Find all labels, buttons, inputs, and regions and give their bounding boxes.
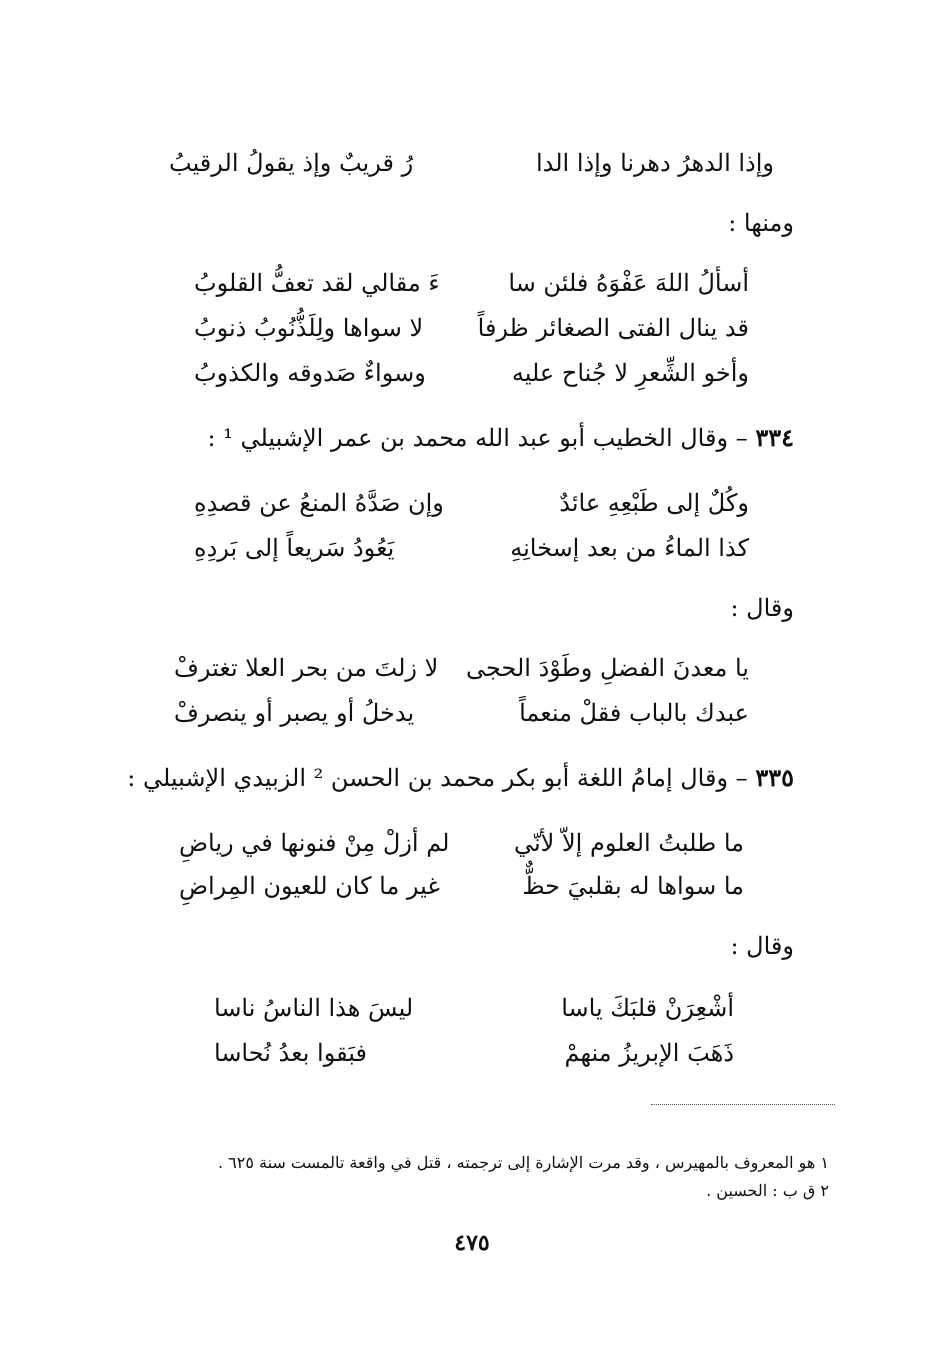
section-number: ٣٣٤	[755, 423, 794, 452]
verse-second-hemistich: ليسَ هذا الناسُ ناسا	[214, 994, 414, 1022]
verse-line	[169, 145, 774, 181]
verse-second-hemistich: لا زلتَ من بحر العلا تغترفْ	[174, 654, 439, 682]
verse-first-hemistich: قد ينال الفتى الصغائر ظرفاً	[477, 314, 749, 342]
verse-second-hemistich: يَعُودُ سَريعاً إلى بَردِهِ	[194, 534, 395, 562]
footnote-separator	[651, 1104, 835, 1105]
verse-line	[179, 868, 744, 904]
verse-second-hemistich: وإن صَدَّهُ المنعُ عن قصدِهِ	[194, 489, 444, 517]
verse-line	[174, 650, 749, 686]
verse-first-hemistich: عبدك بالباب فقلْ منعماً	[519, 699, 749, 727]
verse-first-hemistich: يا معدنَ الفضلِ وطَوْدَ الحجى	[465, 654, 749, 682]
verse-first-hemistich: وأخو الشِّعرِ لا جُناح عليه	[511, 359, 749, 387]
label-qal: وقال :	[730, 594, 794, 622]
verse-line	[194, 530, 749, 566]
verse-first-hemistich: ذَهَبَ الإبريزُ منهمْ	[564, 1039, 734, 1067]
verse-second-hemistich: لم أزلْ مِنْ فنونها في رياضِ	[179, 829, 450, 857]
verse-line	[194, 265, 749, 301]
section-text: – وقال الخطيب أبو عبد الله محمد بن عمر الإشبيلي ¹ :	[207, 424, 748, 452]
verse-first-hemistich: كذا الماءُ من بعد إسخانِهِ	[510, 534, 749, 562]
verse-line	[194, 485, 749, 521]
verse-second-hemistich: ءَ مقالي لقد تعفُّ القلوبُ	[194, 269, 440, 297]
verse-second-hemistich: يدخلُ أو يصبر أو ينصرفْ	[174, 699, 415, 727]
verse-second-hemistich: لا سواها ولِلَذُّنُوبُ ذنوبُ	[194, 314, 424, 342]
page-number: ٤٧٥	[454, 1230, 490, 1256]
verse-second-hemistich: رُ قريبٌ وإذ يقولُ الرقيبُ	[169, 149, 414, 177]
verse-first-hemistich: أسألُ اللهَ عَفْوَهُ فلئن سا	[508, 269, 749, 297]
section-text: – وقال إمامُ اللغة أبو بكر محمد بن الحسن ² الزبيدي الإشبيلي :	[127, 764, 748, 792]
verse-first-hemistich: ما سواها له بقلبيَ حظٌّ	[522, 872, 744, 900]
section-heading-334	[154, 420, 794, 456]
label-qal: وقال :	[730, 932, 794, 960]
verse-first-hemistich: ما طلبتُ العلوم إلاّ لأنّي	[513, 829, 744, 857]
verse-second-hemistich: وسواءٌ صَدوقه والكذوبُ	[194, 359, 426, 387]
verse-first-hemistich: وإذا الدهرُ دهرنا وإذا الدا	[535, 149, 774, 177]
verse-line	[179, 825, 744, 861]
verse-second-hemistich: فبَقوا بعدُ نُحاسا	[214, 1039, 367, 1067]
verse-second-hemistich: غير ما كان للعيون المِراضِ	[179, 872, 440, 900]
footnote: ٢ ق ب : الحسين .	[706, 1181, 829, 1200]
verse-line	[214, 990, 734, 1026]
label-minha: ومنها :	[728, 209, 794, 237]
verse-line	[194, 310, 749, 346]
verse-line	[174, 695, 749, 731]
verse-first-hemistich: وكُلٌ إلى طَبْعِهِ عائدٌ	[559, 489, 749, 517]
section-number: ٣٣٥	[755, 763, 794, 792]
section-heading-335	[127, 760, 794, 796]
verse-line	[214, 1035, 734, 1071]
verse-first-hemistich: أشْعِرَنْ قلبَكَ ياسا	[561, 994, 734, 1022]
footnote: ١ هو المعروف بالمهيرس ، وقد مرت الإشارة إلى ترجمته ، قتل في واقعة تالمست سنة ٦٢٥ .	[217, 1153, 829, 1172]
verse-line	[194, 355, 749, 391]
